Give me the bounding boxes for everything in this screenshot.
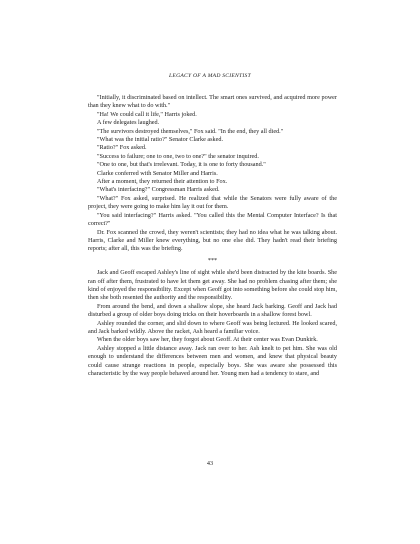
paragraph: When the older boys saw her, they forgot about Geoff. At their center was Evan Dunkirk. — [97, 336, 318, 344]
paragraph: "What was the initial ratio?" Senator Clarke asked. — [97, 136, 224, 144]
paragraph: Clarke conferred with Senator Miller and Harris. — [97, 169, 218, 177]
paragraph: "One to one, but that's irrelevant. Today, it is one to forty thousand." — [97, 161, 266, 169]
paragraph: "Initially, it discriminated based on intellect. The smart ones survived, and acquired more power than they knew what to do with." — [88, 94, 337, 110]
paragraph: A few delegates laughed. — [97, 119, 160, 127]
paragraph: Ashley rounded the corner, and slid down to where Geoff was being lectured. He looked scared, and Jack barked wildly. Above the racket, Ash heard a familiar voice. — [88, 319, 337, 335]
scene-break: *** — [207, 256, 218, 264]
paragraph: "What?" Fox asked, surprised. He realized that while the Senators were fully aware of the project, they were going to make him lay it out for them. — [88, 194, 337, 211]
paragraph: "You said interfacing?" Harris asked. "You called this the Mental Computer Interface? Is that correct?" — [88, 211, 337, 228]
paragraph: "Success to failure; one to one, two to one?" the senator inquired. — [97, 152, 259, 160]
paragraph: Jack and Geoff escaped Ashley's line of sight while she'd been distracted by the kite boards. She ran off after them, frustrated to have let them get away. She had no problem chasing after them; she kind of enjoyed the responsibility. Except when Geoff got into something before she could stop him, then she both resented the authority and the responsibility. — [88, 269, 337, 302]
paragraph: "Ha! We could call it life," Harris joked. — [97, 110, 197, 118]
page-number: 43 — [206, 460, 214, 467]
paragraph: From around the bend, and down a shallow slope, she heard Jack barking. Geoff and Jack had disturbed a group of older boys doing tricks on their hoverboards in a shallow forest bowl. — [88, 302, 337, 319]
paragraph: "Ratio?" Fox asked. — [97, 144, 147, 152]
paragraph: Dr. Fox scanned the crowd, they weren't scientists; they had no idea what he was talking about. Harris, Clarke and Miller knew everything, but no one else did. They hadn't read their briefing reports; after all, this was the briefing. — [88, 228, 337, 253]
paragraph: "The survivors destroyed themselves," Fox said. "In the end, they all died." — [97, 127, 284, 135]
paragraph: "What's interfacing?" Congressman Harris asked. — [97, 186, 220, 194]
body-text — [88, 94, 337, 378]
paragraph: Ashley stopped a little distance away. Jack ran over to her. Ash knelt to pet him. She was old enough to understand the differences between men and women, and knew that physical beauty could cause strange reactions in people, especially boys. She was aware she possessed this characteristic by the way people behaved around her. Young men had a tendency to stare, and — [88, 344, 337, 377]
running-head: LEGACY OF A MAD SCIENTIST — [169, 73, 251, 79]
paragraph: After a moment, they returned their attention to Fox. — [97, 178, 228, 186]
